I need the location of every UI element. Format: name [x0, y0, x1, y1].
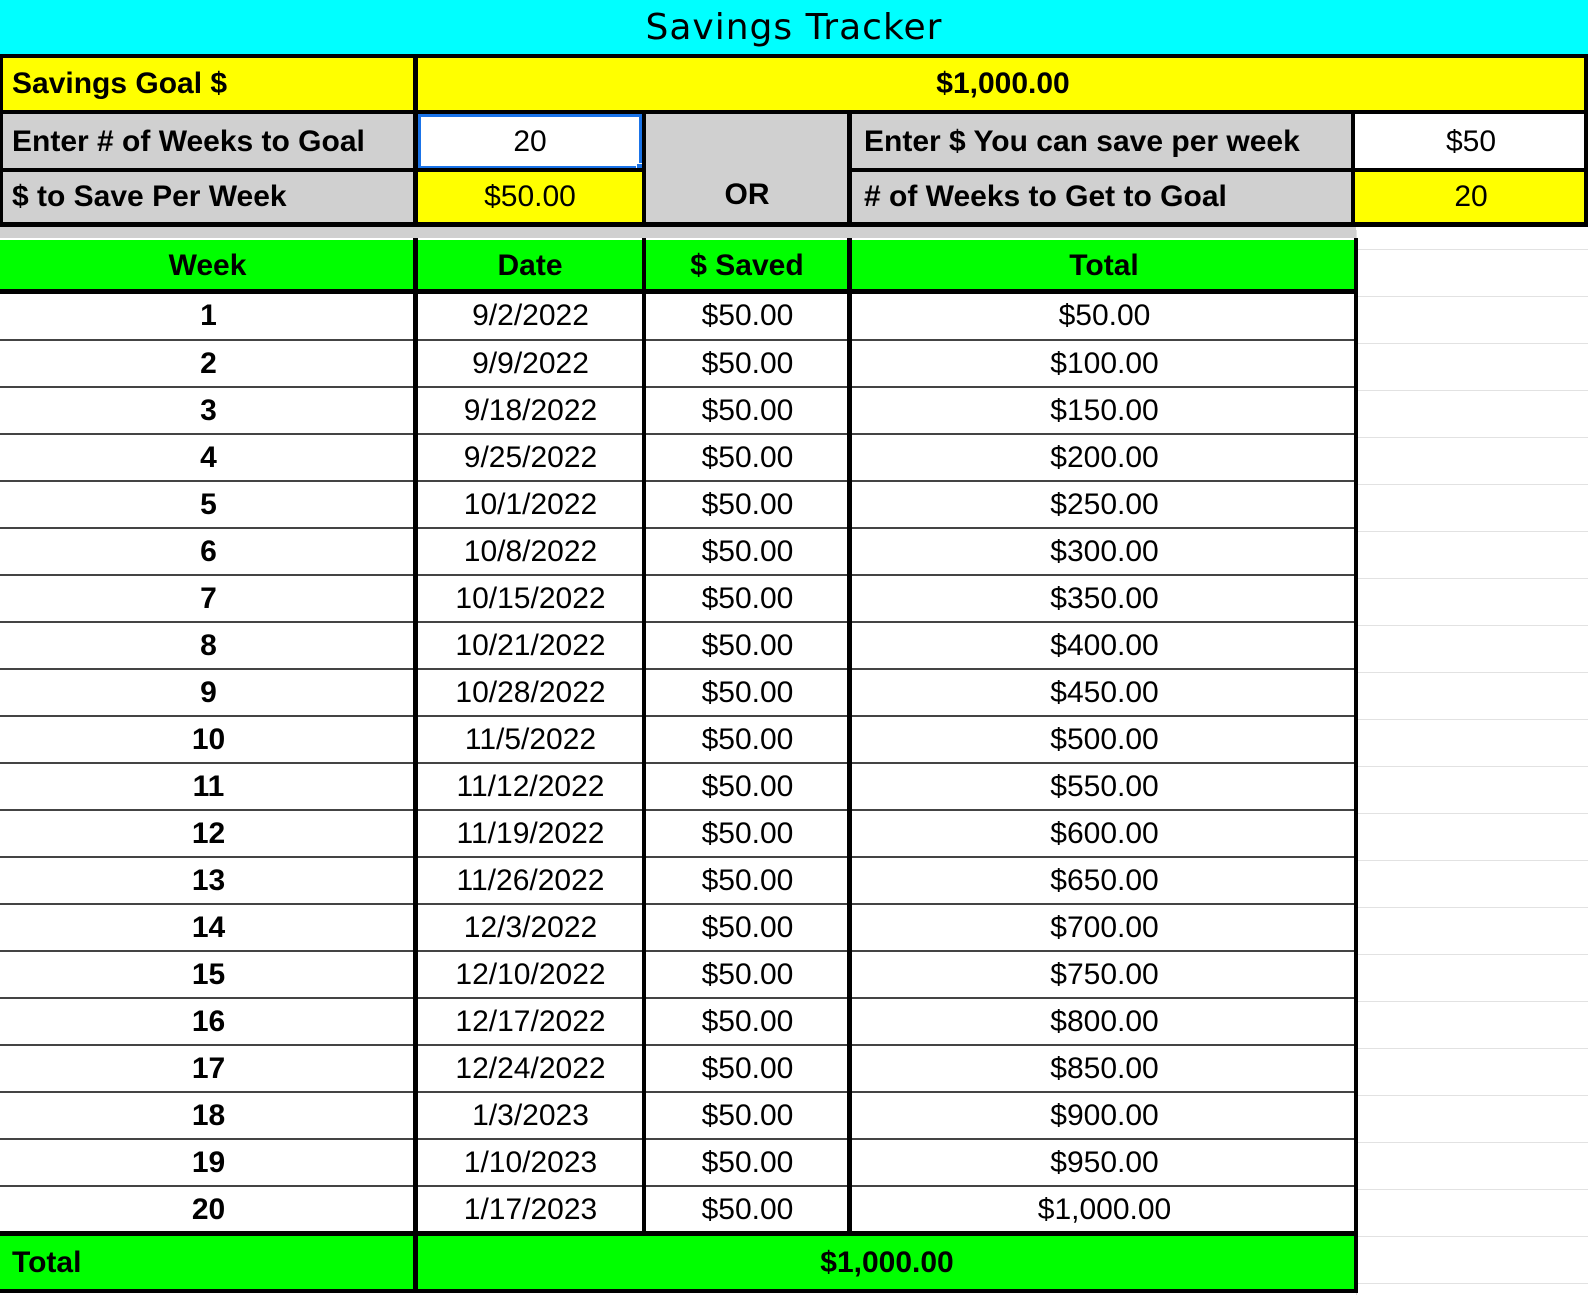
table-row [0, 857, 1358, 904]
table-row [0, 904, 1358, 951]
table-row [0, 810, 1358, 857]
saved-cell[interactable]: $50.00 [644, 951, 851, 998]
saved-cell[interactable]: $50.00 [644, 763, 851, 810]
total-cell[interactable]: $800.00 [851, 998, 1358, 1045]
border [0, 222, 1588, 227]
week-cell[interactable]: 20 [0, 1186, 417, 1233]
saved-cell[interactable]: $50.00 [644, 716, 851, 763]
saved-cell[interactable]: $50.00 [644, 434, 851, 481]
week-cell[interactable]: 15 [0, 951, 417, 998]
save-per-week-value[interactable]: $50.00 [418, 172, 642, 222]
total-cell[interactable]: $750.00 [851, 951, 1358, 998]
total-cell[interactable]: $900.00 [851, 1092, 1358, 1139]
date-cell[interactable]: 10/8/2022 [417, 528, 644, 575]
total-cell[interactable]: $300.00 [851, 528, 1358, 575]
or-divider[interactable]: OR [645, 114, 849, 222]
saved-cell[interactable]: $50.00 [644, 1139, 851, 1186]
save-per-week-label[interactable]: $ to Save Per Week [0, 172, 415, 222]
saved-cell[interactable]: $50.00 [644, 293, 851, 340]
date-cell[interactable]: 11/12/2022 [417, 763, 644, 810]
date-cell[interactable]: 10/21/2022 [417, 622, 644, 669]
total-cell[interactable]: $450.00 [851, 669, 1358, 716]
saved-cell[interactable]: $50.00 [644, 1045, 851, 1092]
table-row [0, 387, 1358, 434]
table-row [0, 528, 1358, 575]
table-row [0, 763, 1358, 810]
border [1351, 110, 1355, 227]
saved-cell[interactable]: $50.00 [644, 810, 851, 857]
border [413, 54, 418, 227]
week-cell[interactable]: 8 [0, 622, 417, 669]
table-row [0, 1186, 1358, 1233]
border [0, 1289, 1358, 1293]
column-header-saved[interactable]: $ Saved [645, 240, 849, 291]
date-cell[interactable]: 12/3/2022 [417, 904, 644, 951]
week-cell[interactable]: 16 [0, 998, 417, 1045]
week-cell[interactable]: 17 [0, 1045, 417, 1092]
saved-cell[interactable]: $50.00 [644, 340, 851, 387]
week-cell[interactable]: 10 [0, 716, 417, 763]
total-cell[interactable]: $500.00 [851, 716, 1358, 763]
date-cell[interactable]: 10/1/2022 [417, 481, 644, 528]
column-header-date[interactable]: Date [418, 240, 642, 291]
table-row [0, 293, 1358, 340]
table-row [0, 575, 1358, 622]
table-row [0, 340, 1358, 387]
border [847, 238, 852, 1235]
date-cell[interactable]: 1/3/2023 [417, 1092, 644, 1139]
total-cell[interactable]: $950.00 [851, 1139, 1358, 1186]
column-header-total[interactable]: Total [852, 240, 1356, 291]
total-cell[interactable]: $1,000.00 [851, 1186, 1358, 1233]
border [642, 110, 646, 227]
total-cell[interactable]: $350.00 [851, 575, 1358, 622]
total-cell[interactable]: $100.00 [851, 340, 1358, 387]
week-cell[interactable]: 7 [0, 575, 417, 622]
savings-table [0, 293, 1358, 1234]
date-cell[interactable]: 10/28/2022 [417, 669, 644, 716]
week-cell[interactable]: 9 [0, 669, 417, 716]
border [0, 54, 1588, 58]
table-row [0, 434, 1358, 481]
border [849, 168, 1588, 172]
spacer-row [0, 226, 1356, 238]
total-value[interactable]: $1,000.00 [418, 1236, 1356, 1290]
border [0, 110, 1588, 114]
border [847, 110, 852, 227]
total-cell[interactable]: $50.00 [851, 293, 1358, 340]
total-cell[interactable]: $650.00 [851, 857, 1358, 904]
border [642, 238, 646, 1235]
saved-cell[interactable]: $50.00 [644, 387, 851, 434]
saved-cell[interactable]: $50.00 [644, 998, 851, 1045]
saved-cell[interactable]: $50.00 [644, 622, 851, 669]
saved-cell[interactable]: $50.00 [644, 575, 851, 622]
week-cell[interactable]: 3 [0, 387, 417, 434]
border [1354, 238, 1358, 1293]
saved-cell[interactable]: $50.00 [644, 1092, 851, 1139]
border [413, 238, 418, 1293]
saved-cell[interactable]: $50.00 [644, 481, 851, 528]
table-row [0, 1045, 1358, 1092]
date-cell[interactable]: 11/5/2022 [417, 716, 644, 763]
sheet-title[interactable]: Savings Tracker [0, 0, 1588, 54]
weeks-to-get-to-goal-value[interactable]: 20 [1354, 172, 1588, 222]
table-row [0, 998, 1358, 1045]
table-row [0, 669, 1358, 716]
saved-cell[interactable]: $50.00 [644, 1186, 851, 1233]
date-cell[interactable]: 11/19/2022 [417, 810, 644, 857]
total-cell[interactable]: $200.00 [851, 434, 1358, 481]
week-cell[interactable]: 6 [0, 528, 417, 575]
table-row [0, 481, 1358, 528]
weeks-to-goal-label[interactable]: Enter # of Weeks to Goal [0, 114, 415, 169]
weeks-to-goal-input[interactable]: 20 [418, 114, 642, 169]
saved-cell[interactable]: $50.00 [644, 904, 851, 951]
saved-cell[interactable]: $50.00 [644, 857, 851, 904]
total-cell[interactable]: $850.00 [851, 1045, 1358, 1092]
column-header-week[interactable]: Week [0, 240, 415, 291]
date-cell[interactable]: 1/17/2023 [417, 1186, 644, 1233]
table-row [0, 622, 1358, 669]
date-cell[interactable]: 9/25/2022 [417, 434, 644, 481]
date-cell[interactable]: 9/2/2022 [417, 293, 644, 340]
total-cell[interactable]: $400.00 [851, 622, 1358, 669]
week-cell[interactable]: 11 [0, 763, 417, 810]
week-cell[interactable]: 5 [0, 481, 417, 528]
border [0, 168, 645, 172]
date-cell[interactable]: 9/18/2022 [417, 387, 644, 434]
saved-cell[interactable]: $50.00 [644, 669, 851, 716]
week-cell[interactable]: 19 [0, 1139, 417, 1186]
date-cell[interactable]: 12/24/2022 [417, 1045, 644, 1092]
total-cell[interactable]: $550.00 [851, 763, 1358, 810]
border [0, 54, 3, 227]
border [1584, 54, 1588, 227]
table-row [0, 1092, 1358, 1139]
border [0, 1231, 1358, 1236]
week-cell[interactable]: 4 [0, 434, 417, 481]
table-row [0, 951, 1358, 998]
savings-goal-label[interactable]: Savings Goal $ [0, 57, 415, 111]
weeks-to-get-to-goal-label[interactable]: # of Weeks to Get to Goal [852, 172, 1351, 222]
empty-grid-area[interactable] [1356, 230, 1588, 1295]
savings-goal-value[interactable]: $1,000.00 [418, 57, 1588, 111]
total-label[interactable]: Total [0, 1236, 415, 1290]
date-cell[interactable]: 1/10/2023 [417, 1139, 644, 1186]
date-cell[interactable]: 10/15/2022 [417, 575, 644, 622]
date-cell[interactable]: 11/26/2022 [417, 857, 644, 904]
week-cell[interactable]: 1 [0, 293, 417, 340]
table-row [0, 716, 1358, 763]
week-cell[interactable]: 18 [0, 1092, 417, 1139]
total-cell[interactable]: $250.00 [851, 481, 1358, 528]
table-row [0, 1139, 1358, 1186]
total-cell[interactable]: $700.00 [851, 904, 1358, 951]
date-cell[interactable]: 9/9/2022 [417, 340, 644, 387]
total-cell[interactable]: $150.00 [851, 387, 1358, 434]
week-cell[interactable]: 14 [0, 904, 417, 951]
week-cell[interactable]: 12 [0, 810, 417, 857]
border [0, 289, 1358, 294]
amount-per-week-input[interactable]: $50 [1354, 114, 1588, 169]
amount-per-week-label[interactable]: Enter $ You can save per week [852, 114, 1351, 169]
date-cell[interactable]: 12/17/2022 [417, 998, 644, 1045]
week-cell[interactable]: 2 [0, 340, 417, 387]
saved-cell[interactable]: $50.00 [644, 528, 851, 575]
week-cell[interactable]: 13 [0, 857, 417, 904]
total-cell[interactable]: $600.00 [851, 810, 1358, 857]
date-cell[interactable]: 12/10/2022 [417, 951, 644, 998]
